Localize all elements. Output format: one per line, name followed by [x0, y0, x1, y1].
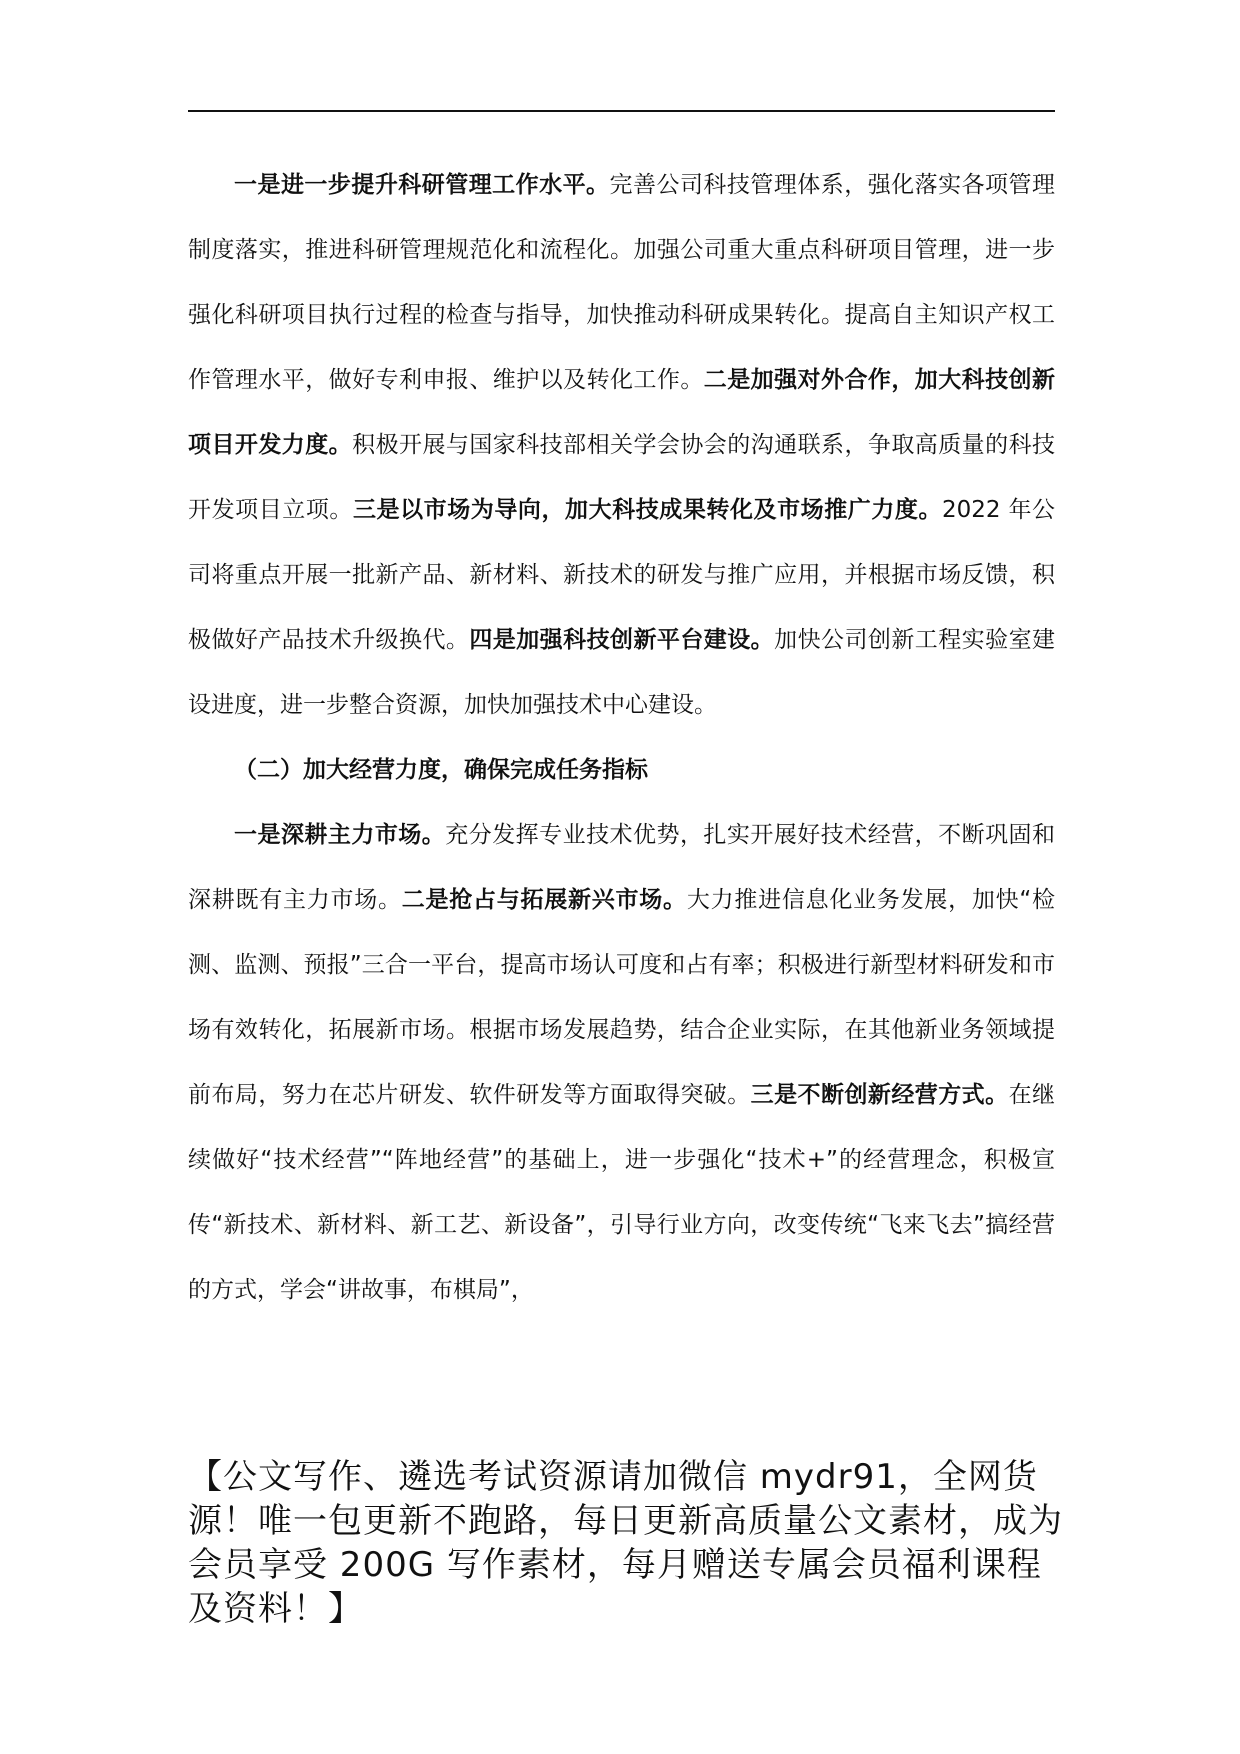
paragraph-business: [188, 803, 1055, 1323]
header-rule: [188, 110, 1055, 112]
business-point-one-text: 充分发挥专业技术优势，扎实开展好技术经营，不断巩固和深耕既有主力市场。: [188, 822, 1056, 913]
point-three-heading: 三是以市场为导向，加大科技成果转化及市场推广力度。: [352, 497, 943, 523]
body-text: [188, 153, 1055, 1323]
point-four-text: 加快公司创新工程实验室建设进度，进一步整合资源，加快加强技术中心建设。: [188, 627, 1056, 718]
business-point-two-text: 大力推进信息化业务发展，加快“检测、监测、预报”三合一平台，提高市场认可度和占有率；积极进行新型材料研发和市场有效转化，拓展新市场。根据市场发展趋势，结合企业实际，在其他新业务领域提前布局，努力在芯片研发、软件研发等方面取得突破。: [188, 887, 1056, 1108]
point-one-heading: 一是进一步提升科研管理工作水平。: [234, 172, 610, 198]
point-four-heading: 四是加强科技创新平台建设。: [469, 627, 775, 653]
business-point-two-heading: 二是抢占与拓展新兴市场。: [401, 887, 687, 913]
business-point-three-text: 在继续做好“技术经营”“阵地经营”的基础上，进一步强化“技术+”的经营理念，积极宣传“新技术、新材料、新工艺、新设备”，引导行业方向，改变传统“飞来飞去”搞经营的方式，学会“讲故事，布棋局”，: [188, 1082, 1056, 1303]
business-point-one-heading: 一是深耕主力市场。: [234, 822, 446, 848]
paragraph-research-management: [188, 153, 1055, 738]
business-point-three-heading: 三是不断创新经营方式。: [750, 1082, 1009, 1108]
promo-notice: 【公文写作、遴选考试资源请加微信 mydr91，全网货源！唯一包更新不跑路，每日更新高质量公文素材，成为会员享受 200G 写作素材，每月赠送专属会员福利课程及资料！】: [188, 1457, 1063, 1629]
section-heading: [188, 738, 1055, 803]
point-one-text: 完善公司科技管理体系，强化落实各项管理制度落实，推进科研管理规范化和流程化。加强公司重大重点科研项目管理，进一步强化科研项目执行过程的检查与指导，加快推动科研成果转化。提高自主知识产权工作管理水平，做好专利申报、维护以及转化工作。: [188, 172, 1056, 393]
point-three-text: 2022 年公司将重点开展一批新产品、新材料、新技术的研发与推广应用，并根据市场反馈，积极做好产品技术升级换代。: [188, 497, 1056, 653]
point-two-text: 积极开展与国家科技部相关学会协会的沟通联系，争取高质量的科技开发项目立项。: [188, 432, 1056, 523]
section-heading-text: （二）加大经营力度，确保完成任务指标: [234, 757, 648, 783]
point-two-heading: 二是加强对外合作，加大科技创新项目开发力度。: [188, 367, 1056, 458]
